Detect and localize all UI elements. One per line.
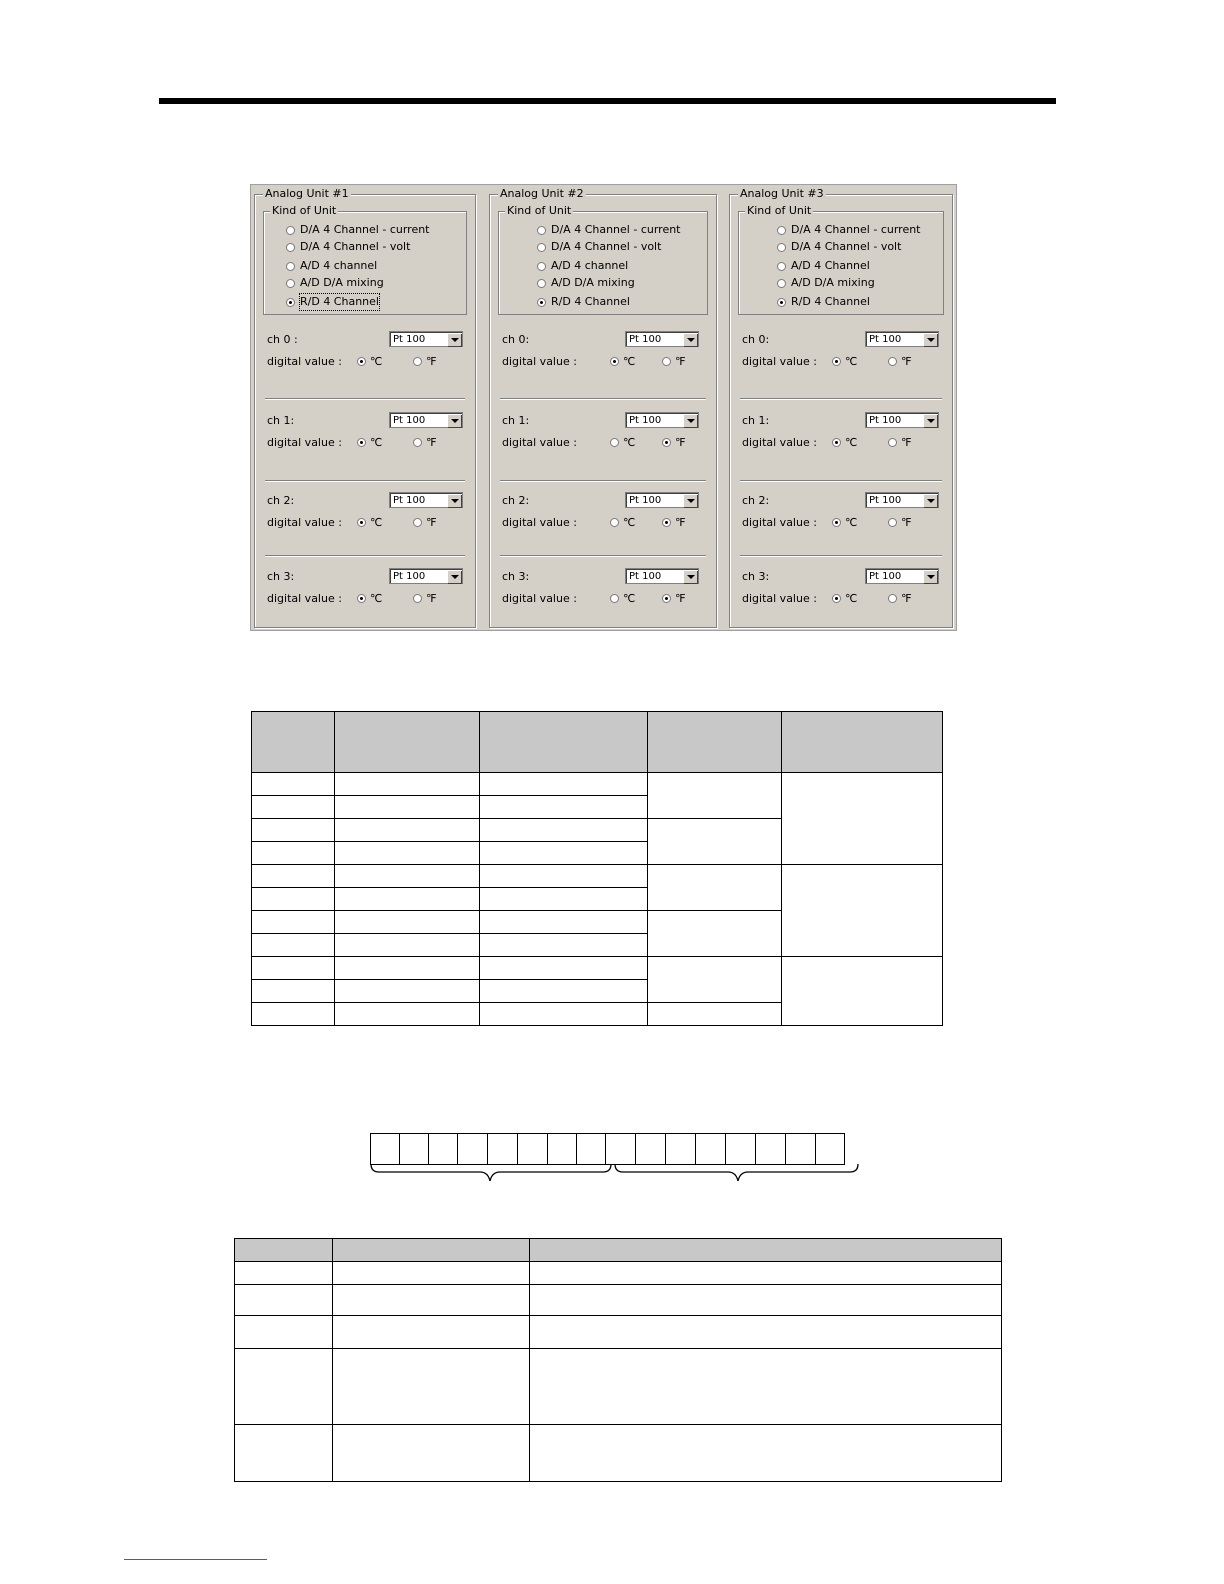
digital-value-label: digital value : <box>502 355 577 368</box>
kind-option-label: A/D D/A mixing <box>300 276 384 289</box>
celsius-option[interactable] <box>832 436 857 449</box>
kind-option[interactable] <box>777 239 901 255</box>
digital-value-label: digital value : <box>502 436 577 449</box>
chevron-down-icon[interactable] <box>447 494 461 507</box>
description-table <box>234 1238 1002 1482</box>
chevron-down-icon[interactable] <box>923 414 937 427</box>
table-header-cell <box>480 712 648 773</box>
celsius-label: ℃ <box>845 592 858 605</box>
celsius-label: ℃ <box>623 355 636 368</box>
analog-unit-2-group <box>489 187 717 628</box>
table-row <box>235 1262 1002 1285</box>
celsius-label: ℃ <box>623 436 636 449</box>
kind-of-unit-label: Kind of Unit <box>507 204 572 217</box>
channel-label: ch 3: <box>267 570 295 583</box>
bit-group-braces <box>370 1163 860 1185</box>
radio-icon[interactable] <box>777 262 786 271</box>
radio-icon[interactable] <box>286 243 295 252</box>
kind-option-label: D/A 4 Channel - current <box>791 223 921 236</box>
chevron-down-icon[interactable] <box>923 494 937 507</box>
fahrenheit-option[interactable] <box>413 355 436 368</box>
table-header-cell <box>530 1239 1002 1262</box>
kind-option[interactable] <box>286 222 430 238</box>
table-header-cell <box>647 712 782 773</box>
fahrenheit-option[interactable] <box>662 436 685 449</box>
bit-cell <box>576 1133 606 1165</box>
celsius-option[interactable] <box>610 516 635 529</box>
kind-option[interactable] <box>777 258 870 274</box>
kind-option-label: A/D 4 channel <box>300 259 378 272</box>
table-header-cell <box>252 712 335 773</box>
radio-icon[interactable] <box>662 438 671 447</box>
table-header-cell <box>782 712 943 773</box>
radio-icon[interactable] <box>357 594 366 603</box>
sensor-type-select[interactable] <box>625 331 699 347</box>
celsius-option[interactable] <box>610 592 635 605</box>
radio-icon[interactable] <box>357 438 366 447</box>
kind-option[interactable] <box>286 275 384 291</box>
radio-icon[interactable] <box>888 518 897 527</box>
channel-row <box>267 331 467 381</box>
celsius-option[interactable] <box>357 436 382 449</box>
unit-title: Analog Unit #2 <box>500 187 584 200</box>
kind-option[interactable] <box>777 294 870 310</box>
celsius-option[interactable] <box>832 516 857 529</box>
channel-separator <box>265 555 465 557</box>
sensor-type-value: Pt 100 <box>869 415 902 426</box>
fahrenheit-label: ℉ <box>675 592 686 605</box>
sensor-type-select[interactable] <box>389 412 463 428</box>
celsius-label: ℃ <box>370 592 383 605</box>
sensor-type-value: Pt 100 <box>629 571 662 582</box>
channel-separator <box>265 480 465 482</box>
digital-value-label: digital value : <box>742 436 817 449</box>
analog-unit-settings-dialog <box>250 184 957 631</box>
radio-icon[interactable] <box>832 438 841 447</box>
kind-of-unit-group <box>498 204 708 315</box>
bit-cell <box>428 1133 458 1165</box>
channel-row <box>742 412 944 462</box>
table-header-cell <box>333 1239 530 1262</box>
channel-row <box>742 331 944 381</box>
celsius-option[interactable] <box>610 355 635 368</box>
channel-label: ch 0: <box>502 333 530 346</box>
bit-cell <box>815 1133 845 1165</box>
kind-option-label: D/A 4 Channel - current <box>300 223 430 236</box>
footer-link-underline <box>124 1559 267 1560</box>
table-row <box>235 1285 1002 1316</box>
kind-option[interactable] <box>537 275 635 291</box>
table-row <box>235 1316 1002 1349</box>
sensor-type-value: Pt 100 <box>393 415 426 426</box>
table-row <box>252 773 943 796</box>
fahrenheit-option[interactable] <box>888 355 911 368</box>
kind-option-label: A/D D/A mixing <box>791 276 875 289</box>
sensor-type-value: Pt 100 <box>869 334 902 345</box>
kind-of-unit-group <box>738 204 944 315</box>
radio-icon[interactable] <box>777 279 786 288</box>
radio-icon[interactable] <box>413 518 422 527</box>
bit-cell <box>725 1133 756 1165</box>
celsius-option[interactable] <box>357 592 382 605</box>
analog-unit-3-group <box>729 187 953 628</box>
kind-option-label: R/D 4 Channel <box>300 295 379 308</box>
celsius-label: ℃ <box>370 516 383 529</box>
table-header-cell <box>334 712 480 773</box>
kind-option-label: R/D 4 Channel <box>551 295 630 308</box>
channel-separator <box>740 480 942 482</box>
channel-row <box>267 412 467 462</box>
bit-cell <box>635 1133 666 1165</box>
channel-separator <box>740 555 942 557</box>
kind-option-label: D/A 4 Channel - volt <box>791 240 902 253</box>
celsius-label: ℃ <box>370 355 383 368</box>
table-row <box>252 957 943 980</box>
kind-of-unit-group <box>263 204 467 315</box>
channel-separator <box>500 398 706 400</box>
radio-icon[interactable] <box>777 298 786 307</box>
kind-option[interactable] <box>777 275 875 291</box>
chevron-down-icon[interactable] <box>683 570 697 583</box>
analog-unit-1-group <box>254 187 476 628</box>
radio-icon[interactable] <box>610 357 619 366</box>
radio-icon[interactable] <box>286 262 295 271</box>
radio-icon[interactable] <box>357 518 366 527</box>
kind-of-unit-label: Kind of Unit <box>272 204 337 217</box>
fahrenheit-label: ℉ <box>426 355 437 368</box>
parameter-table <box>251 711 943 1026</box>
sensor-type-select[interactable] <box>625 568 699 584</box>
radio-icon[interactable] <box>413 438 422 447</box>
fahrenheit-label: ℉ <box>675 516 686 529</box>
celsius-label: ℃ <box>845 436 858 449</box>
kind-option[interactable] <box>777 222 921 238</box>
bit-register <box>370 1133 844 1165</box>
fahrenheit-label: ℉ <box>426 592 437 605</box>
sensor-type-select[interactable] <box>389 492 463 508</box>
channel-row <box>267 492 467 542</box>
channel-separator <box>500 480 706 482</box>
radio-icon[interactable] <box>610 518 619 527</box>
sensor-type-select[interactable] <box>865 492 939 508</box>
digital-value-label: digital value : <box>267 516 342 529</box>
digital-value-label: digital value : <box>502 592 577 605</box>
sensor-type-select[interactable] <box>865 331 939 347</box>
chevron-down-icon[interactable] <box>683 494 697 507</box>
kind-of-unit-label: Kind of Unit <box>747 204 812 217</box>
radio-icon[interactable] <box>286 226 295 235</box>
channel-separator <box>265 398 465 400</box>
channel-label: ch 1: <box>742 414 770 427</box>
sensor-type-value: Pt 100 <box>629 415 662 426</box>
bit-cell <box>547 1133 577 1165</box>
channel-row <box>742 492 944 542</box>
channel-label: ch 2: <box>742 494 770 507</box>
bit-cell <box>605 1133 636 1165</box>
radio-icon[interactable] <box>662 518 671 527</box>
fahrenheit-option[interactable] <box>662 592 685 605</box>
bit-cell <box>785 1133 816 1165</box>
kind-option-label: D/A 4 Channel - volt <box>300 240 411 253</box>
kind-option[interactable] <box>537 258 628 274</box>
bit-cell <box>695 1133 726 1165</box>
radio-icon[interactable] <box>662 357 671 366</box>
fahrenheit-label: ℉ <box>675 355 686 368</box>
sensor-type-value: Pt 100 <box>393 571 426 582</box>
celsius-label: ℃ <box>623 516 636 529</box>
sensor-type-value: Pt 100 <box>629 334 662 345</box>
radio-icon[interactable] <box>537 226 546 235</box>
kind-option-label: D/A 4 Channel - current <box>551 223 681 236</box>
channel-label: ch 3: <box>742 570 770 583</box>
sensor-type-value: Pt 100 <box>629 495 662 506</box>
digital-value-label: digital value : <box>267 436 342 449</box>
fahrenheit-label: ℉ <box>901 592 912 605</box>
sensor-type-value: Pt 100 <box>869 495 902 506</box>
radio-icon[interactable] <box>888 594 897 603</box>
sensor-type-select[interactable] <box>625 412 699 428</box>
radio-icon[interactable] <box>888 438 897 447</box>
radio-icon[interactable] <box>832 518 841 527</box>
radio-icon[interactable] <box>537 279 546 288</box>
channel-label: ch 2: <box>267 494 295 507</box>
fahrenheit-option[interactable] <box>888 436 911 449</box>
digital-value-label: digital value : <box>267 592 342 605</box>
table-header-cell <box>235 1239 333 1262</box>
kind-option-label: A/D 4 Channel <box>791 259 870 272</box>
sensor-type-select[interactable] <box>865 568 939 584</box>
radio-icon[interactable] <box>888 357 897 366</box>
sensor-type-value: Pt 100 <box>393 495 426 506</box>
bit-cell <box>755 1133 786 1165</box>
chevron-down-icon[interactable] <box>447 333 461 346</box>
celsius-option[interactable] <box>832 355 857 368</box>
channel-separator <box>500 555 706 557</box>
fahrenheit-label: ℉ <box>901 355 912 368</box>
fahrenheit-label: ℉ <box>675 436 686 449</box>
celsius-label: ℃ <box>845 516 858 529</box>
radio-icon[interactable] <box>286 298 295 307</box>
fahrenheit-option[interactable] <box>413 592 436 605</box>
chevron-down-icon[interactable] <box>923 570 937 583</box>
fahrenheit-option[interactable] <box>662 355 685 368</box>
digital-value-label: digital value : <box>742 592 817 605</box>
kind-option[interactable] <box>537 239 661 255</box>
bit-cell <box>457 1133 488 1165</box>
unit-title: Analog Unit #3 <box>740 187 824 200</box>
kind-option-label: R/D 4 Channel <box>791 295 870 308</box>
kind-option[interactable] <box>286 239 410 255</box>
table-row <box>235 1349 1002 1425</box>
table-row <box>252 865 943 888</box>
digital-value-label: digital value : <box>742 355 817 368</box>
radio-icon[interactable] <box>610 438 619 447</box>
sensor-type-select[interactable] <box>389 331 463 347</box>
kind-option[interactable] <box>537 294 630 310</box>
chevron-down-icon[interactable] <box>447 570 461 583</box>
fahrenheit-option[interactable] <box>888 516 911 529</box>
radio-icon[interactable] <box>537 243 546 252</box>
lower-byte-brace <box>615 1164 858 1181</box>
channel-label: ch 0 : <box>267 333 298 346</box>
radio-icon[interactable] <box>832 357 841 366</box>
channel-row <box>267 568 467 618</box>
radio-icon[interactable] <box>777 243 786 252</box>
fahrenheit-option[interactable] <box>413 436 436 449</box>
sensor-type-select[interactable] <box>865 412 939 428</box>
radio-icon[interactable] <box>537 298 546 307</box>
celsius-label: ℃ <box>370 436 383 449</box>
bit-cell <box>370 1133 400 1165</box>
fahrenheit-label: ℉ <box>901 436 912 449</box>
fahrenheit-option[interactable] <box>413 516 436 529</box>
channel-row <box>502 412 708 462</box>
channel-row <box>502 492 708 542</box>
channel-row <box>742 568 944 618</box>
radio-icon[interactable] <box>413 357 422 366</box>
sensor-type-select[interactable] <box>389 568 463 584</box>
chevron-down-icon[interactable] <box>923 333 937 346</box>
fahrenheit-label: ℉ <box>426 516 437 529</box>
chevron-down-icon[interactable] <box>683 414 697 427</box>
radio-icon[interactable] <box>357 357 366 366</box>
channel-row <box>502 331 708 381</box>
fahrenheit-option[interactable] <box>888 592 911 605</box>
sensor-type-value: Pt 100 <box>393 334 426 345</box>
bit-cell <box>399 1133 429 1165</box>
digital-value-label: digital value : <box>742 516 817 529</box>
celsius-option[interactable] <box>610 436 635 449</box>
channel-label: ch 3: <box>502 570 530 583</box>
kind-option-label: A/D D/A mixing <box>551 276 635 289</box>
kind-option-label: A/D 4 channel <box>551 259 629 272</box>
kind-option[interactable] <box>286 294 379 310</box>
channel-label: ch 1: <box>502 414 530 427</box>
kind-option[interactable] <box>537 222 681 238</box>
channel-row <box>502 568 708 618</box>
channel-label: ch 1: <box>267 414 295 427</box>
unit-title: Analog Unit #1 <box>265 187 349 200</box>
celsius-option[interactable] <box>357 355 382 368</box>
radio-icon[interactable] <box>662 594 671 603</box>
page-header-rule <box>159 98 1056 104</box>
fahrenheit-label: ℉ <box>901 516 912 529</box>
celsius-option[interactable] <box>832 592 857 605</box>
chevron-down-icon[interactable] <box>447 414 461 427</box>
channel-label: ch 2: <box>502 494 530 507</box>
channel-label: ch 0: <box>742 333 770 346</box>
bit-cell <box>665 1133 696 1165</box>
upper-byte-brace <box>371 1164 611 1181</box>
celsius-label: ℃ <box>845 355 858 368</box>
sensor-type-select[interactable] <box>625 492 699 508</box>
radio-icon[interactable] <box>286 279 295 288</box>
radio-icon[interactable] <box>832 594 841 603</box>
digital-value-label: digital value : <box>502 516 577 529</box>
celsius-option[interactable] <box>357 516 382 529</box>
digital-value-label: digital value : <box>267 355 342 368</box>
channel-separator <box>740 398 942 400</box>
table-row <box>235 1425 1002 1482</box>
fahrenheit-label: ℉ <box>426 436 437 449</box>
radio-icon[interactable] <box>777 226 786 235</box>
kind-option-label: D/A 4 Channel - volt <box>551 240 662 253</box>
chevron-down-icon[interactable] <box>683 333 697 346</box>
fahrenheit-option[interactable] <box>662 516 685 529</box>
bit-cell <box>487 1133 518 1165</box>
sensor-type-value: Pt 100 <box>869 571 902 582</box>
radio-icon[interactable] <box>413 594 422 603</box>
radio-icon[interactable] <box>537 262 546 271</box>
radio-icon[interactable] <box>610 594 619 603</box>
kind-option[interactable] <box>286 258 377 274</box>
celsius-label: ℃ <box>623 592 636 605</box>
bit-cell <box>517 1133 548 1165</box>
